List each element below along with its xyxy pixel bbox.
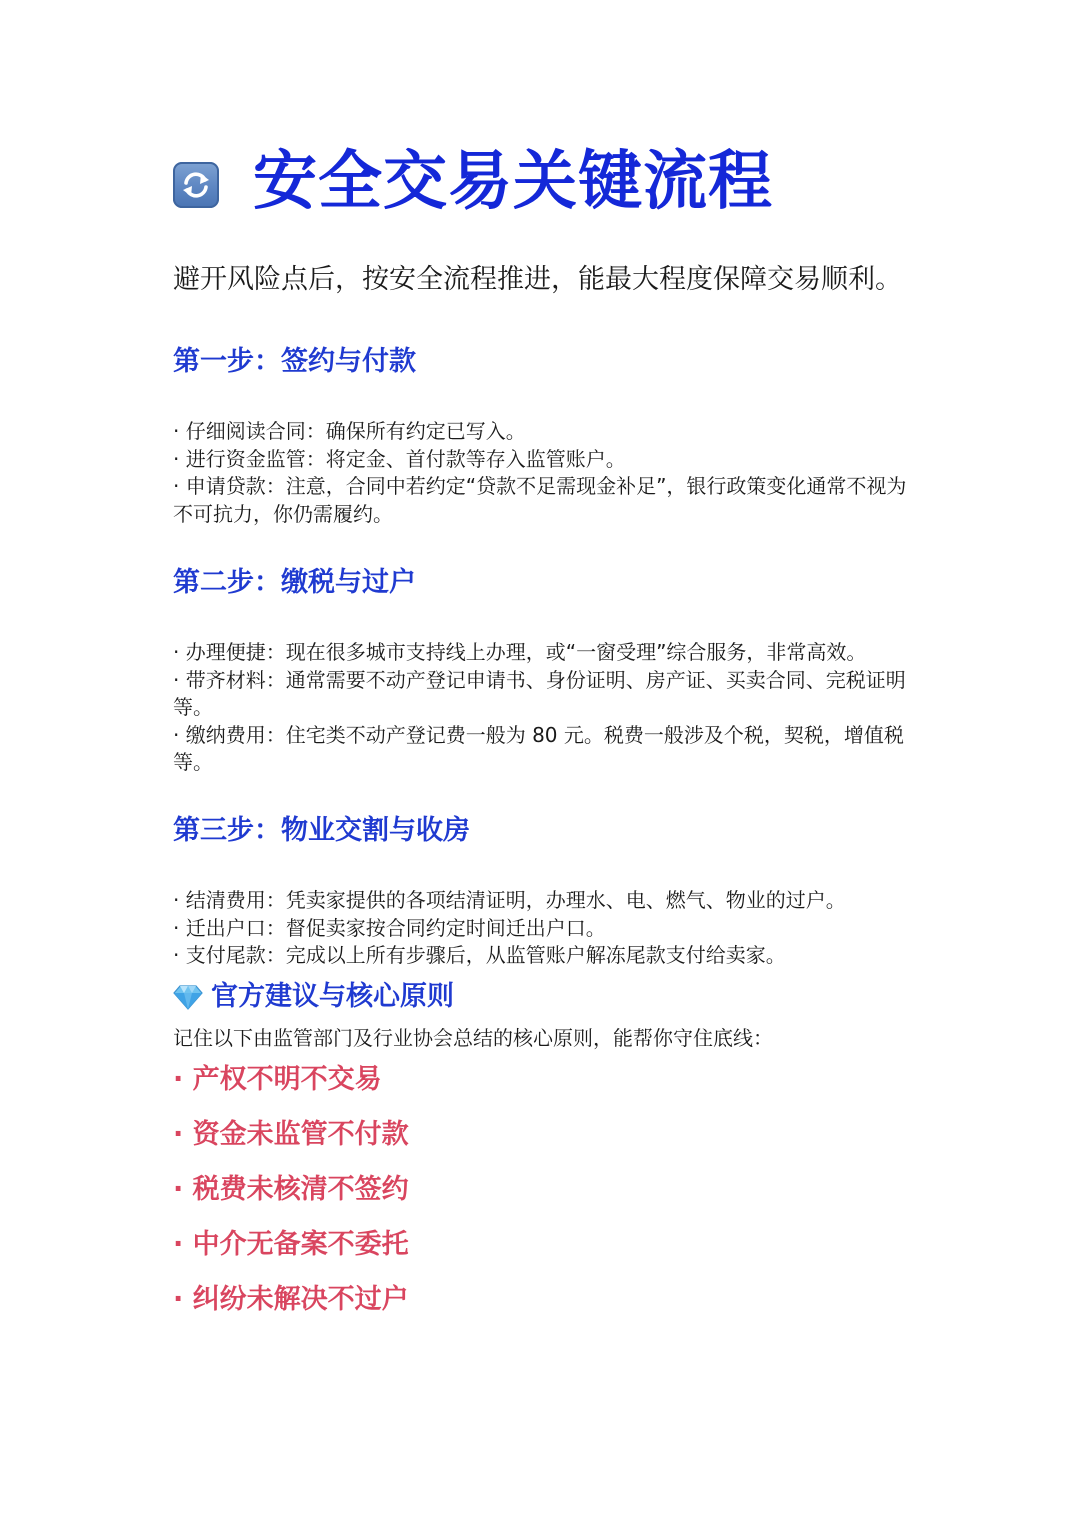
- principle-item: · 资金未监管不付款: [173, 1119, 409, 1150]
- list-item: · 仔细阅读合同：确保所有约定已写入。: [173, 419, 526, 443]
- step-3-list: [173, 887, 913, 970]
- step-2-list: [173, 639, 913, 777]
- list-item: · 迁出户口：督促卖家按合同约定时间迁出户口。: [173, 915, 606, 940]
- principle-item: · 中介无备案不委托: [173, 1229, 409, 1260]
- step-1-title: 第一步：签约与付款: [173, 346, 416, 377]
- title-row: [173, 140, 773, 224]
- gem-icon: [173, 984, 203, 1010]
- refresh-icon: [173, 162, 219, 208]
- principle-item: · 税费未核清不签约: [173, 1174, 409, 1205]
- step-1-list: [173, 418, 913, 528]
- principles-list: [173, 1060, 409, 1335]
- advice-title: 官方建议与核心原则: [211, 981, 454, 1012]
- list-item: · 带齐材料：通常需要不动产登记申请书、身份证明、房产证、买卖合同、完税证明等。: [173, 667, 906, 719]
- step-2-title: 第二步：缴税与过户: [173, 567, 416, 598]
- step-3-title: 第三步：物业交割与收房: [173, 815, 470, 846]
- list-item: · 缴纳费用：住宅类不动产登记费一般为 80 元。税费一般涉及个税，契税，增值税等。: [173, 722, 904, 774]
- list-item: · 办理便捷：现在很多城市支持线上办理，或“一窗受理”综合服务，非常高效。: [173, 640, 867, 664]
- list-item: · 支付尾款：完成以上所有步骤后，从监管账户解冻尾款支付给卖家。: [173, 943, 786, 967]
- list-item: · 结清费用：凭卖家提供的各项结清证明，办理水、电、燃气、物业的过户。: [173, 888, 846, 912]
- principle-item: · 纠纷未解决不过户: [173, 1284, 409, 1315]
- advice-intro: 记住以下由监管部门及行业协会总结的核心原则，能帮你守住底线：: [173, 1026, 773, 1050]
- list-item: · 进行资金监管：将定金、首付款等存入监管账户。: [173, 446, 626, 471]
- advice-heading: [173, 977, 454, 1017]
- list-item: · 申请贷款：注意，合同中若约定“贷款不足需现金补足”，银行政策变化通常不视为不可抗力，你仍需履约。: [173, 474, 907, 526]
- page-title: 安全交易关键流程: [253, 145, 773, 219]
- intro-text: 避开风险点后，按安全流程推进，能最大程度保障交易顺利。: [173, 264, 902, 295]
- principle-item: · 产权不明不交易: [173, 1064, 382, 1095]
